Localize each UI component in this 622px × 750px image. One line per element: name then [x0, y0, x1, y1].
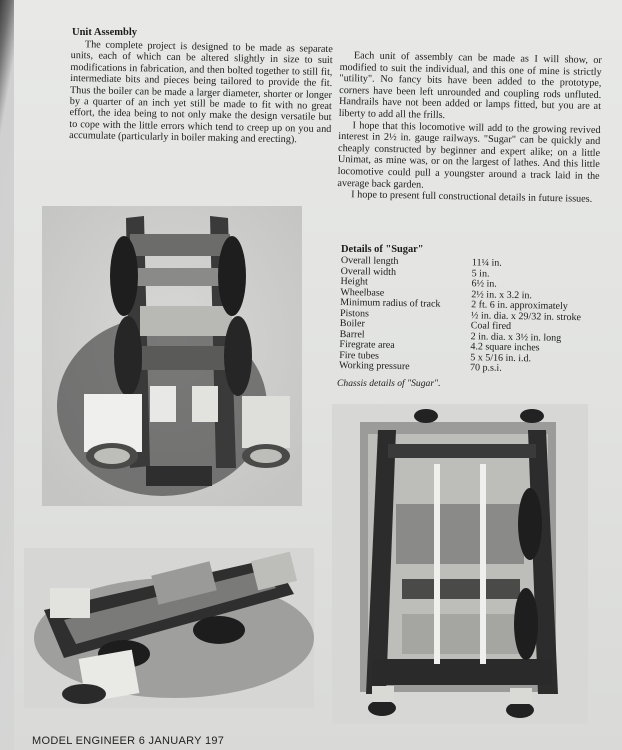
details-label: Working pressure	[338, 359, 410, 373]
details-label: Barrel	[339, 328, 365, 340]
chassis-photo-top	[42, 206, 302, 506]
details-title: Details of "Sugar"	[341, 244, 424, 255]
details-value: 5 in.	[471, 267, 490, 280]
right-column	[337, 50, 602, 206]
details-label: Overall width	[340, 265, 397, 278]
magazine-page	[14, 0, 622, 750]
details-label: Pistons	[339, 307, 370, 319]
right-paragraph-3: I hope to present full constructional details in future issues.	[351, 189, 593, 205]
details-value: ½ in. dia. x 29/32 in. stroke	[470, 309, 582, 323]
section-heading: Unit Assembly	[72, 27, 138, 38]
left-column	[69, 39, 333, 147]
chassis-photo-angled	[24, 548, 314, 708]
left-paragraph-1: The complete project is designed to be made as separate units, each of which can be altered slightly in size to suit modifications in fabrication, and then bolted together to still fit, intermediate bits and pieces being tailored to provide the fit. Thus the boiler can be made a larger diameter, shorter or longer by a quarter of an inch yet still be made to fit with no great effort, the idea being to not only make the design versatile but to cope with the little errors which tend to creep up on you and accumulate (particularly in boiler making and erecting).	[69, 39, 333, 146]
details-value: 4.2 square inches	[470, 341, 540, 354]
details-value: Coal fired	[470, 320, 512, 332]
details-label: Boiler	[339, 317, 365, 330]
right-paragraph-2: I hope that this locomotive will add to the growing revived interest in 2½ in. gauge railways. "Sugar" can be quickly and cheaply constructed by beginner and expert alike; on a little Unimat, as mine was, or on the largest of lathes. And this little locomotive could pull a youngster around a track laid in the average back garden.	[337, 119, 601, 191]
details-table	[339, 256, 611, 376]
details-label: Wheelbase	[340, 286, 385, 299]
details-value: 2½ in. x 3.2 in.	[471, 288, 533, 301]
details-label: Fire tubes	[339, 349, 380, 362]
details-value: 6½ in.	[471, 278, 497, 290]
details-value: 70 p.s.i.	[469, 362, 502, 374]
page-footer: MODEL ENGINEER 6 JANUARY 197	[32, 735, 225, 747]
details-value: 11¼ in.	[471, 257, 502, 269]
details-value: 2 ft. 6 in. approximately	[471, 299, 568, 312]
details-value: 2 in. dia. x 3½ in. long	[470, 330, 562, 344]
chassis-photo-front	[332, 404, 588, 724]
details-label: Height	[340, 275, 368, 288]
details-label: Firegrate area	[339, 338, 395, 351]
photo-caption: Chassis details of "Sugar".	[337, 378, 441, 389]
details-label: Overall length	[340, 255, 399, 268]
details-label: Minimum radius of track	[340, 296, 441, 310]
details-value: 5 x 5/16 in. i.d.	[470, 351, 532, 364]
right-paragraph-1: Each unit of assembly can be made as I will show, or modified to suit the individual, and this one of mine is strictly "utility". No fancy bits have been added to the prototype, corners have been left unrounded and coupling rods unfluted. Handrails have not been added or lamps fitted, but you are at liberty to add all the frills.	[338, 50, 602, 121]
